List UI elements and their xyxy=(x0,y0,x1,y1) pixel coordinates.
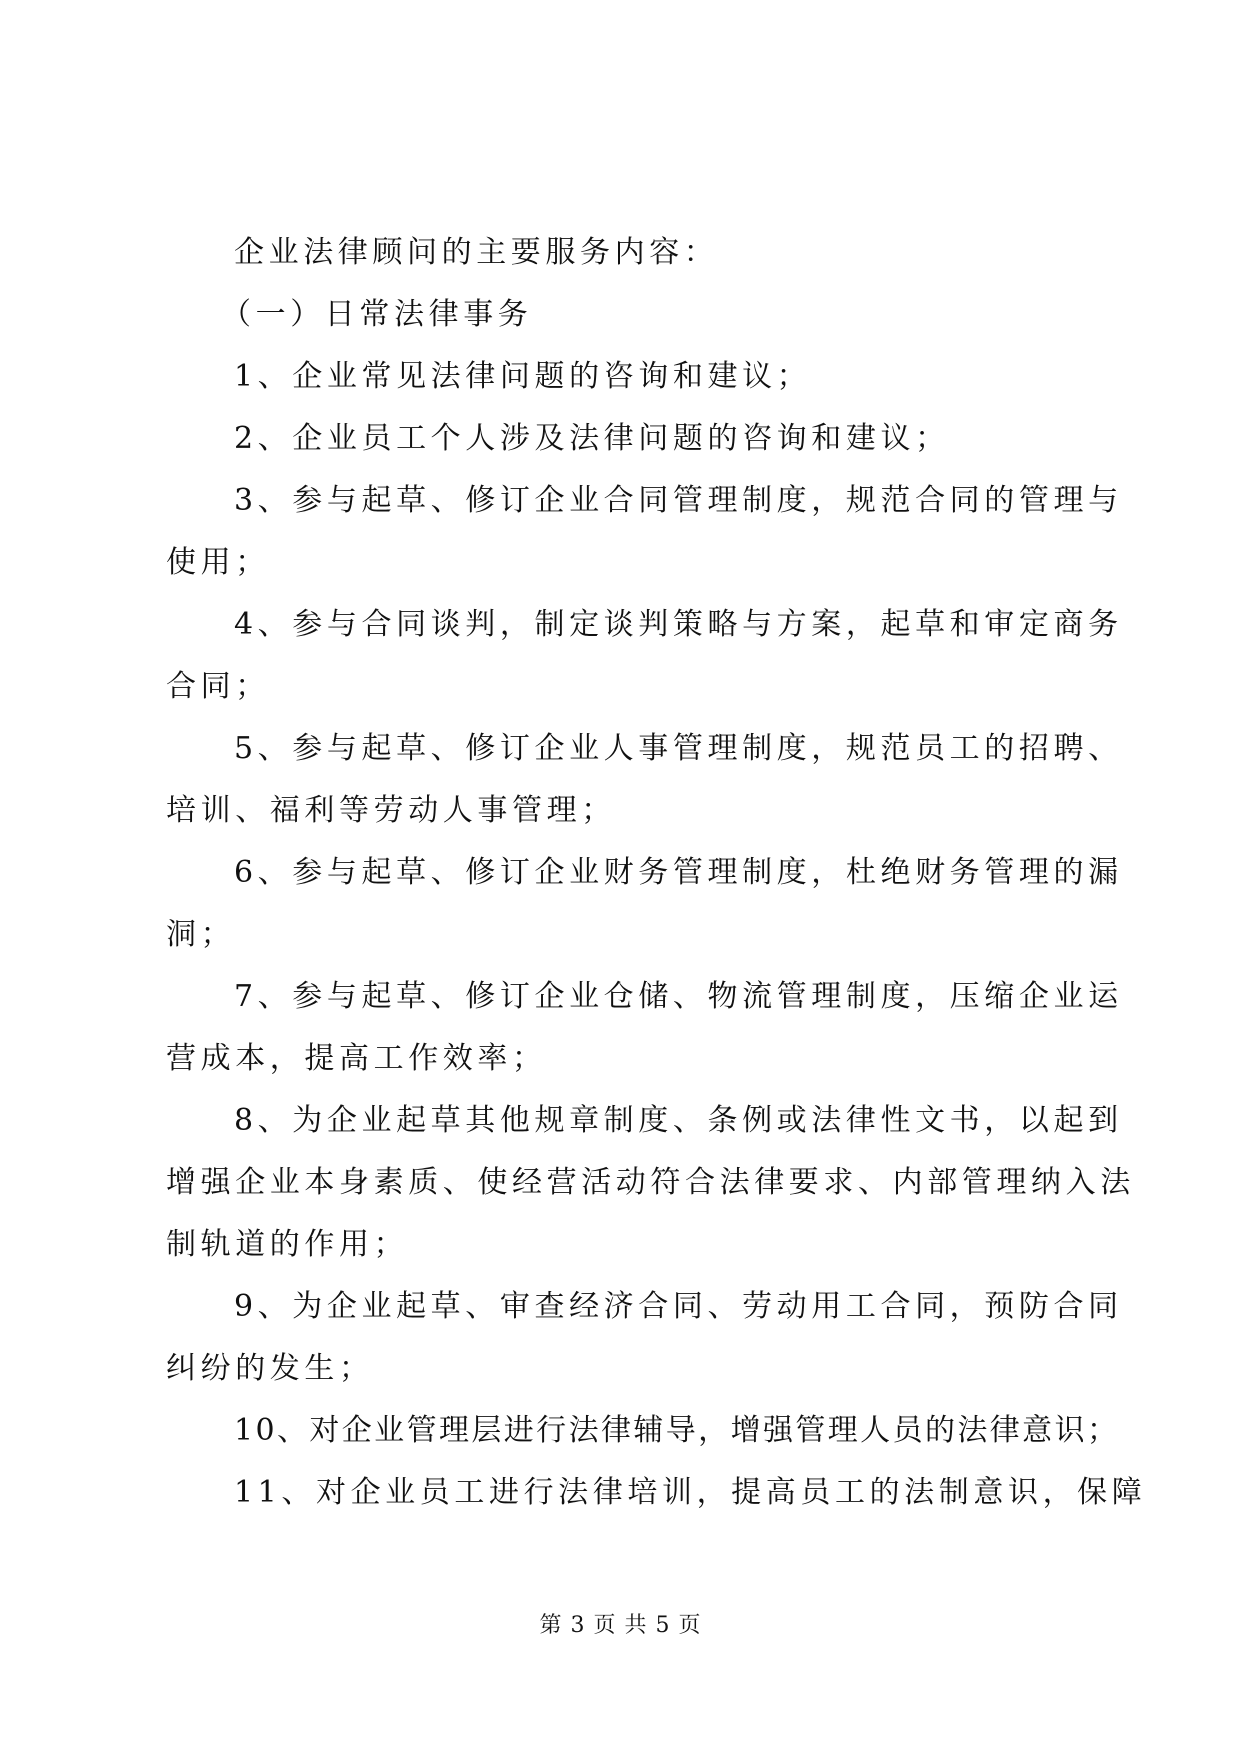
paragraph-line: 纠纷的发生； xyxy=(166,1351,374,1386)
section-heading: （一）日常法律事务 xyxy=(221,297,533,332)
page-number-footer: 第 3 页 共 5 页 xyxy=(539,1613,702,1638)
paragraph-line: 营成本，提高工作效率； xyxy=(166,1041,547,1076)
paragraph-line: 6、参与起草、修订企业财务管理制度，杜绝财务管理的漏 xyxy=(234,855,1123,890)
paragraph-line: 7、参与起草、修订企业仓储、物流管理制度，压缩企业运 xyxy=(234,979,1123,1014)
paragraph-line: 增强企业本身素质、使经营活动符合法律要求、内部管理纳入法 xyxy=(166,1165,1135,1200)
paragraph-line: 10、对企业管理层进行法律辅导，增强管理人员的法律意识； xyxy=(234,1413,1120,1448)
paragraph-line: 培训、福利等劳动人事管理； xyxy=(166,793,616,828)
paragraph-line: 洞； xyxy=(166,917,236,952)
paragraph-line: 2、企业员工个人涉及法律问题的咨询和建议； xyxy=(234,421,950,456)
paragraph-line: 制轨道的作用； xyxy=(166,1227,409,1262)
paragraph-line: 1、企业常见法律问题的咨询和建议； xyxy=(234,359,812,394)
paragraph-line: 4、参与合同谈判，制定谈判策略与方案，起草和审定商务 xyxy=(234,607,1123,642)
paragraph-line: 9、为企业起草、审查经济合同、劳动用工合同，预防合同 xyxy=(234,1289,1123,1324)
document-body xyxy=(166,222,1147,1524)
paragraph-line: 5、参与起草、修订企业人事管理制度，规范员工的招聘、 xyxy=(234,731,1123,766)
paragraph-line: 11、对企业员工进行法律培训，提高员工的法制意识，保障 xyxy=(234,1475,1147,1510)
paragraph-line: 合同； xyxy=(166,669,270,704)
paragraph-line: 8、为企业起草其他规章制度、条例或法律性文书，以起到 xyxy=(234,1103,1123,1138)
paragraph-line: 使用； xyxy=(166,545,270,580)
intro-line: 企业法律顾问的主要服务内容： xyxy=(234,235,719,270)
paragraph-line: 3、参与起草、修订企业合同管理制度，规范合同的管理与 xyxy=(234,483,1123,518)
